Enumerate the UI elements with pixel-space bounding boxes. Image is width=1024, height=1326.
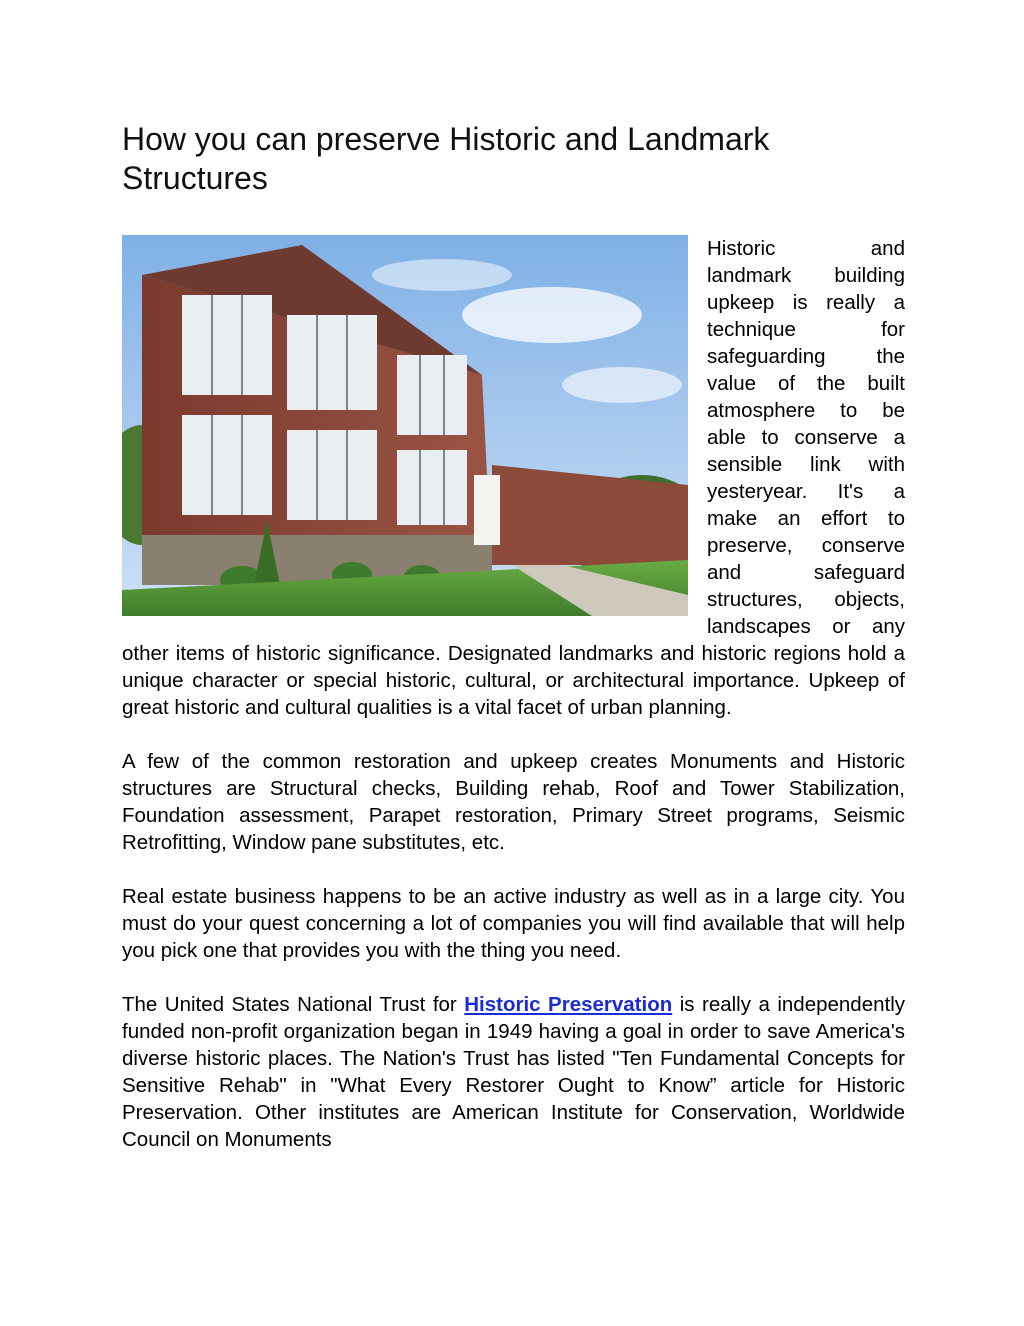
historic-building-photo (122, 235, 688, 616)
article-body (122, 235, 905, 1153)
paragraph-real-estate: Real estate business happens to be an active industry as well as in a large city. You must do your quest concerning a lot of companies you will find available that will help you pick one that provides you with the thing you need. (122, 885, 905, 962)
document-page (122, 120, 905, 1180)
paragraph-national-trust (122, 991, 905, 1153)
historic-preservation-link[interactable]: Historic Preservation (464, 993, 673, 1016)
text-segment: is really a independently funded non-profit organization began in 1949 having a goal in order to save America's diverse historic places. The Nation's Trust has listed "Ten Fundamental Concepts for Sensitive Rehab" in "What Every Restorer Ought to Know” article for Historic Preservation. Other institutes are American Institute for Conservation, Worldwide Council on Monuments (122, 993, 905, 1151)
paragraph-restoration: A few of the common restoration and upkeep creates Monuments and Historic structures are Structural checks, Building rehab, Roof and Tower Stabilization, Foundation assessment, Parapet restoration, Primary Street programs, Seismic Retrofitting, Window pane substitutes, etc. (122, 750, 905, 854)
text-segment: The United States National Trust for (122, 993, 465, 1016)
page-title: How you can preserve Historic and Landmark Structures (122, 121, 770, 196)
paragraph-intro: Historic and landmark building upkeep is really a technique for safeguarding the value of the built atmosphere to be able to conserve a sensible link with yesteryear. It's a make an effort to preserve, conserve and safeguard structures, objects, landscapes or any other items of historic significance. Designated landmarks and historic regions hold a unique character or special historic, cultural, or architectural importance. Upkeep of great historic and cultural qualities is a vital facet of urban planning. (122, 237, 905, 719)
